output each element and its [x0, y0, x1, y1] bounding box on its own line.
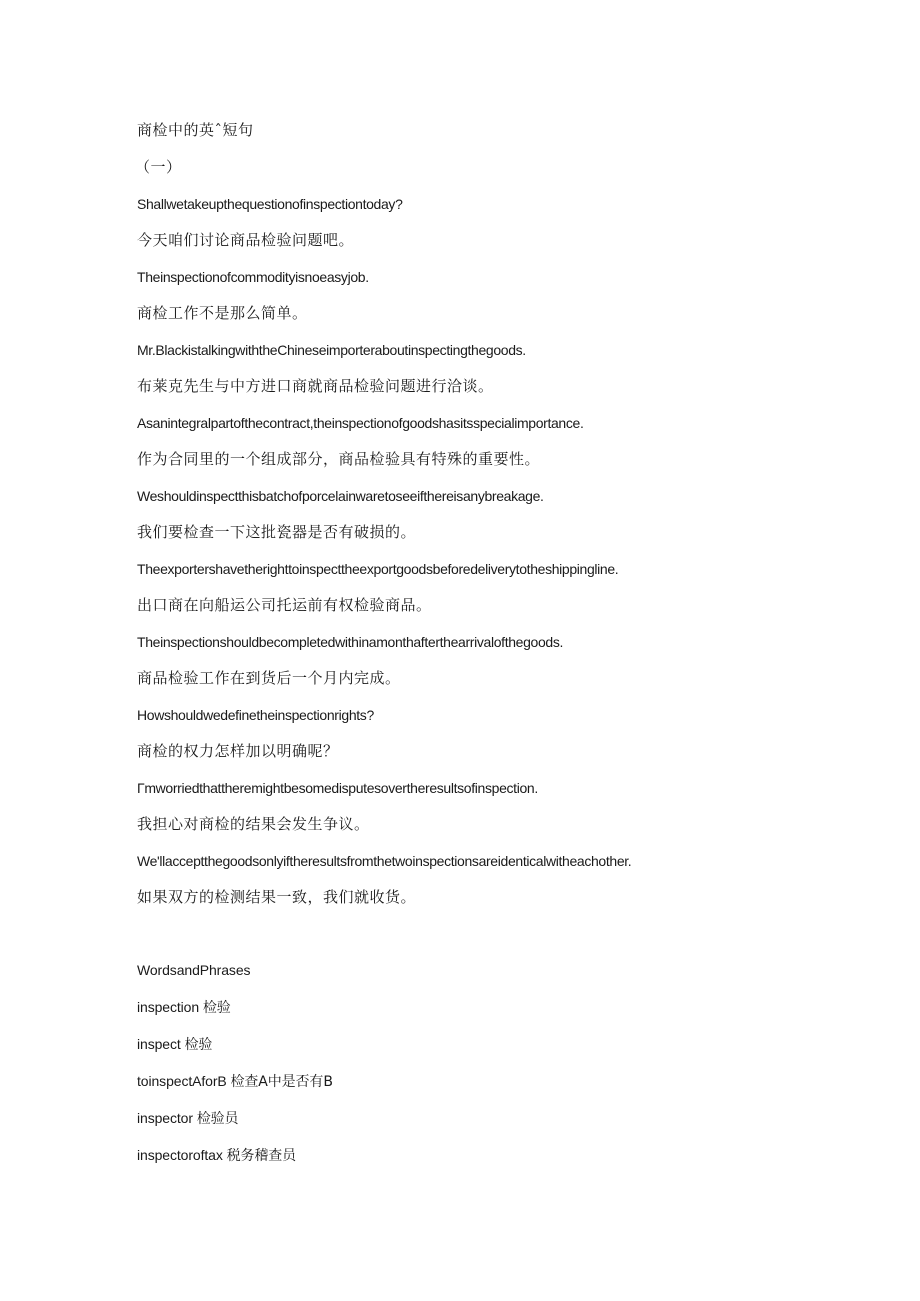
word-meaning: 检验员 — [196, 1111, 239, 1127]
word-meaning: 税务稽查员 — [226, 1148, 297, 1164]
sentence-zh: 今天咱们讨论商品检验问题吧。 — [137, 231, 355, 249]
word-entry — [137, 1000, 231, 1015]
section-heading: （一） — [135, 158, 182, 176]
word-term: inspectoroftax — [137, 1147, 223, 1163]
sentence-zh: 商检的权力怎样加以明确呢？ — [137, 742, 339, 760]
word-entry — [137, 1148, 296, 1163]
word-entry — [137, 1074, 333, 1089]
sentence-en: Theexportershavetherighttoinspecttheexportgoodsbeforedeliverytotheshippingline. — [137, 561, 619, 577]
sentence-zh: 作为合同里的一个组成部分，商品检验具有特殊的重要性。 — [137, 450, 541, 468]
sentence-en: We'llacceptthegoodsonlyiftheresultsfromthetwoinspectionsareidenticalwitheachother. — [137, 853, 632, 869]
sentence-zh: 我担心对商检的结果会发生争议。 — [137, 815, 370, 833]
sentence-en: Mr.BlackistalkingwiththeChineseimporteraboutinspectingthegoods. — [137, 342, 526, 358]
sentence-en: Weshouldinspectthisbatchofporcelainwaretoseeifthereisanybreakage. — [137, 488, 544, 504]
sentence-zh: 商检工作不是那么简单。 — [137, 304, 308, 322]
word-term: inspect — [137, 1036, 181, 1052]
word-term: inspector — [137, 1110, 193, 1126]
word-meaning: 检验 — [202, 1000, 231, 1016]
word-term: inspection — [137, 999, 200, 1015]
sentence-zh: 我们要检查一下这批瓷器是否有破损的。 — [137, 523, 417, 541]
word-entry — [137, 1111, 238, 1126]
sentence-en: Theinspectionshouldbecompletedwithinamonthafterthearrivalofthegoods. — [137, 634, 564, 650]
word-meaning: 检查A中是否有B — [230, 1074, 333, 1090]
sentence-en: Theinspectionofcommodityisnoeasyjob. — [137, 269, 369, 285]
sentence-en: Asanintegralpartofthecontract,theinspectionofgoodshasitsspecialimportance. — [137, 415, 584, 431]
sentence-en: Γmworriedthattheremightbesomedisputesovertheresultsofinspection. — [137, 780, 538, 796]
sentence-zh: 布莱克先生与中方进口商就商品检验问题进行洽谈。 — [137, 377, 494, 395]
sentence-en: Howshouldwedefinetheinspectionrights? — [137, 707, 374, 723]
word-entry — [137, 1037, 212, 1052]
sentence-en: Shallwetakeupthequestionofinspectiontoday? — [137, 196, 403, 212]
sentence-zh: 出口商在向船运公司托运前有权检验商品。 — [137, 596, 432, 614]
sentence-zh: 商品检验工作在到货后一个月内完成。 — [137, 669, 401, 687]
sentence-zh: 如果双方的检测结果一致，我们就收货。 — [137, 888, 417, 906]
document-title: 商检中的英ˆ短句 — [137, 121, 254, 139]
word-term: toinspectAforB — [137, 1073, 227, 1089]
words-heading: WordsandPhrases — [137, 962, 251, 978]
word-meaning: 检验 — [184, 1037, 213, 1053]
